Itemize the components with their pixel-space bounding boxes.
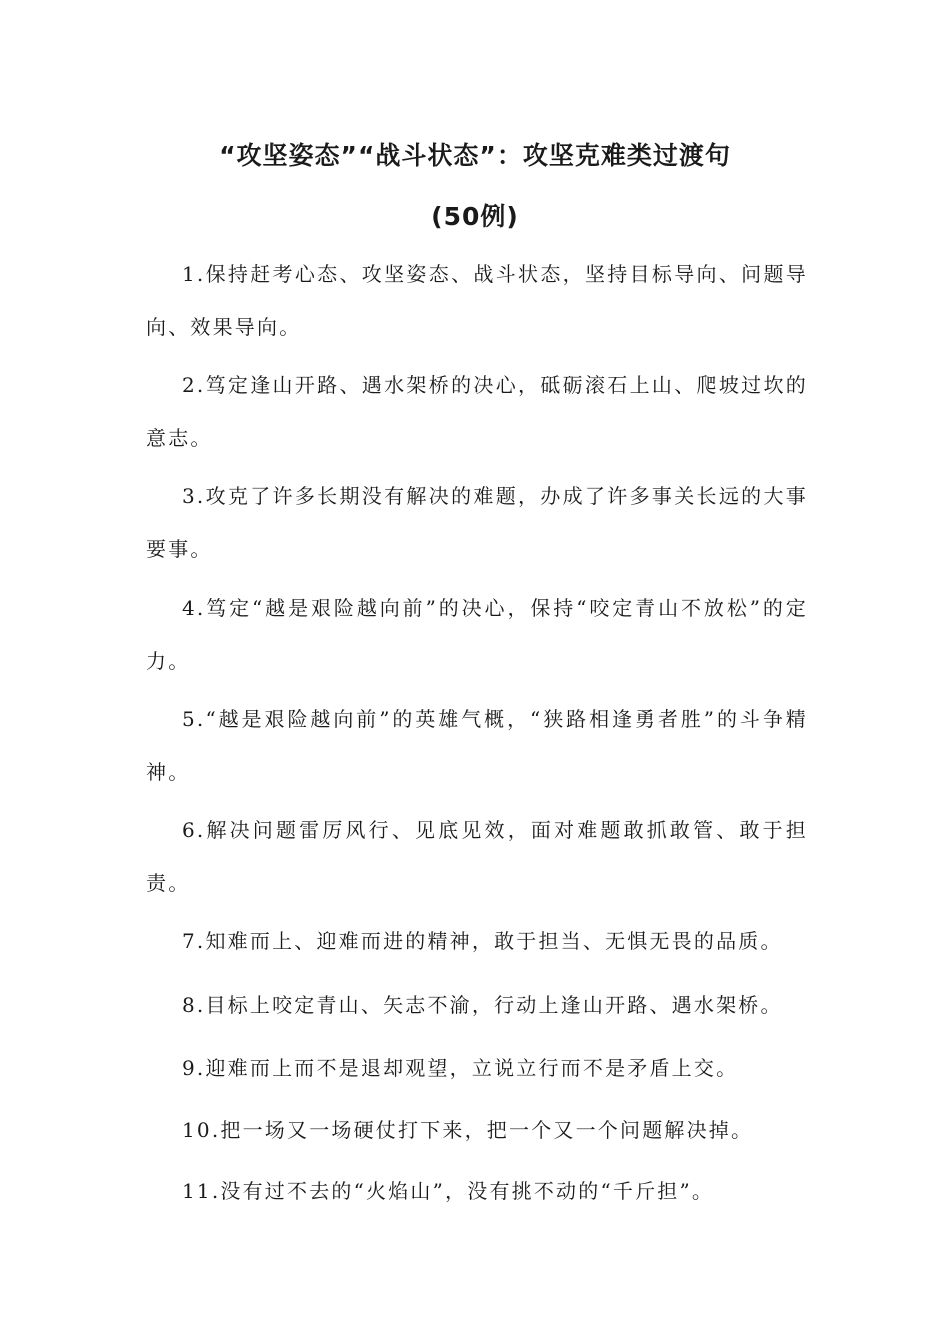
list-item-11: 11.没有过不去的“火焰山”，没有挑不动的“千斤担”。	[182, 1179, 715, 1203]
list-item-5: 5.“越是艰险越向前”的英雄气概，“狭路相逢勇者胜”的斗争精神。	[146, 707, 808, 784]
list-item-7: 7.知难而上、迎难而进的精神，敢于担当、无惧无畏的品质。	[182, 929, 783, 953]
list-item-6: 6.解决问题雷厉风行、见底见效，面对难题敢抓敢管、敢于担责。	[146, 818, 808, 895]
list-item-3: 3.攻克了许多长期没有解决的难题，办成了许多事关长远的大事要事。	[146, 484, 808, 561]
document-title: “攻坚姿态”“战斗状态”：攻坚克难类过渡句	[219, 141, 731, 170]
document-subtitle: (50例)	[431, 202, 519, 231]
list-item-2: 2.笃定逢山开路、遇水架桥的决心，砥砺滚石上山、爬坡过坎的意志。	[146, 373, 808, 450]
list-item-4: 4.笃定“越是艰险越向前”的决心，保持“咬定青山不放松”的定力。	[146, 596, 808, 673]
list-item-9: 9.迎难而上而不是退却观望，立说立行而不是矛盾上交。	[182, 1056, 739, 1080]
list-item-10: 10.把一场又一场硬仗打下来，把一个又一个问题解决掉。	[182, 1118, 754, 1142]
list-item-8: 8.目标上咬定青山、矢志不渝，行动上逢山开路、遇水架桥。	[182, 993, 783, 1017]
list-item-1: 1.保持赶考心态、攻坚姿态、战斗状态，坚持目标导向、问题导向、效果导向。	[146, 262, 808, 339]
